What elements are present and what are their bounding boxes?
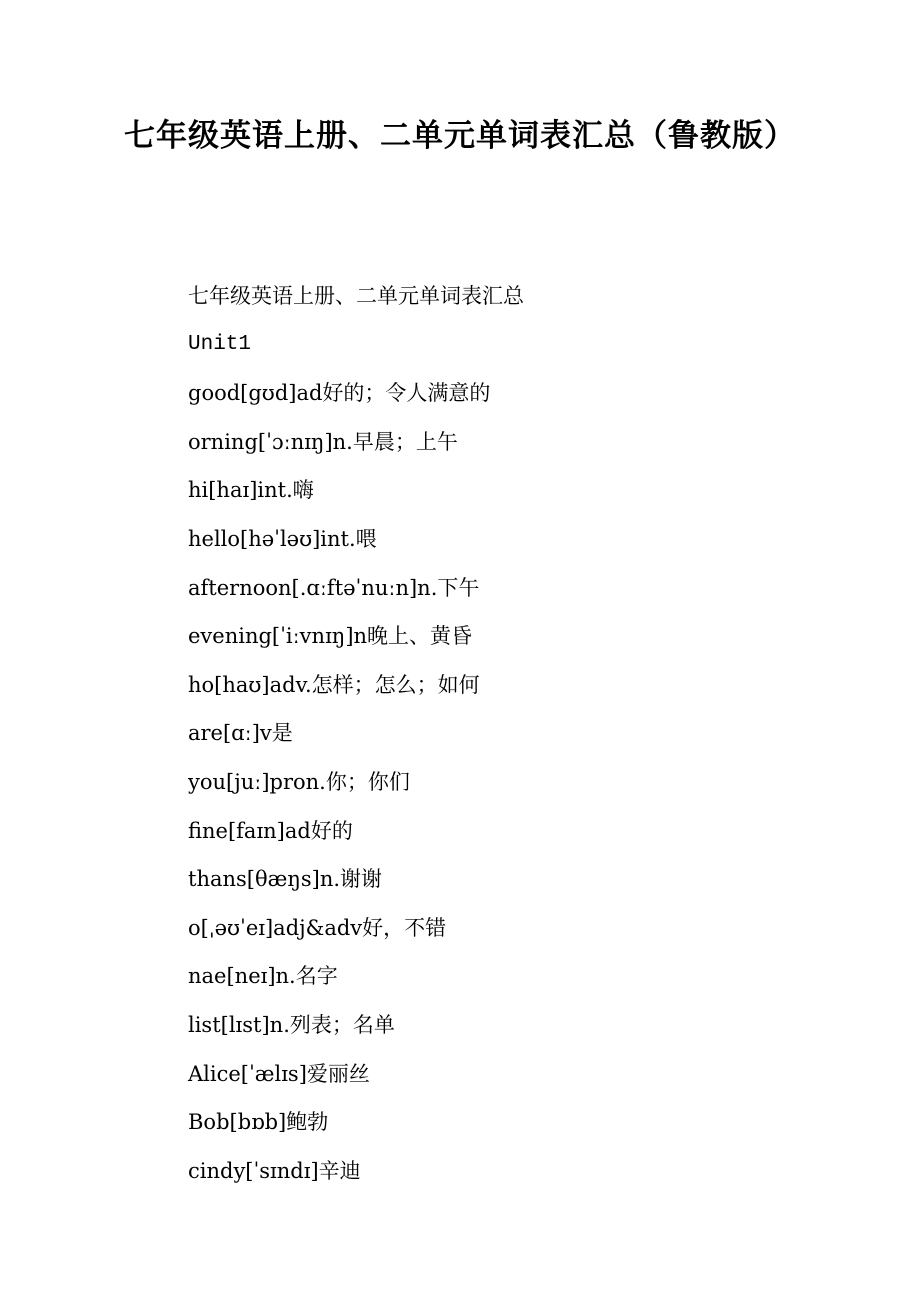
vocab-entry: ho[haʊ]adv.怎样；怎么；如何 [188,672,480,697]
vocab-entry: hi[haɪ]int.嗨 [188,478,314,503]
vocab-entry: are[ɑː]v是 [188,721,293,746]
vocab-entry: o[ˌəʊˈeɪ]adj&adv好，不错 [188,915,447,940]
vocab-entry: nae[neɪ]n.名字 [188,964,338,989]
vocab-entry: thans[θæŋs]n.谢谢 [188,867,383,892]
vocab-entry: Alice[ˈælɪs]爱丽丝 [188,1061,370,1086]
vocab-entry: orning[ˈɔːnɪŋ]n.早晨；上午 [188,429,458,454]
vocab-entry: Bob[bɒb]鲍勃 [188,1110,329,1135]
unit-label: Unit1 [188,332,252,356]
vocab-entry: cindy[ˈsɪndɪ]辛迪 [188,1158,361,1183]
vocab-entry: good[gʊd]ad好的；令人满意的 [188,381,491,406]
vocab-entry: you[juː]pron.你；你们 [188,769,410,794]
vocab-entry: list[lɪst]n.列表；名单 [188,1012,395,1037]
vocab-entry: evening[ˈiːvnɪŋ]n晚上、黄昏 [188,624,473,649]
section-heading: 七年级英语上册、二单元单词表汇总 [188,284,524,308]
vocab-entry: hello[həˈləʊ]int.喂 [188,526,377,551]
vocab-entry: fine[faɪn]ad好的 [188,818,353,843]
word-list [188,272,848,1195]
vocab-entry: afternoon[.ɑːftəˈnuːn]n.下午 [188,575,480,600]
document-title: 七年级英语上册、二单元单词表汇总（鲁教版） [124,118,796,154]
